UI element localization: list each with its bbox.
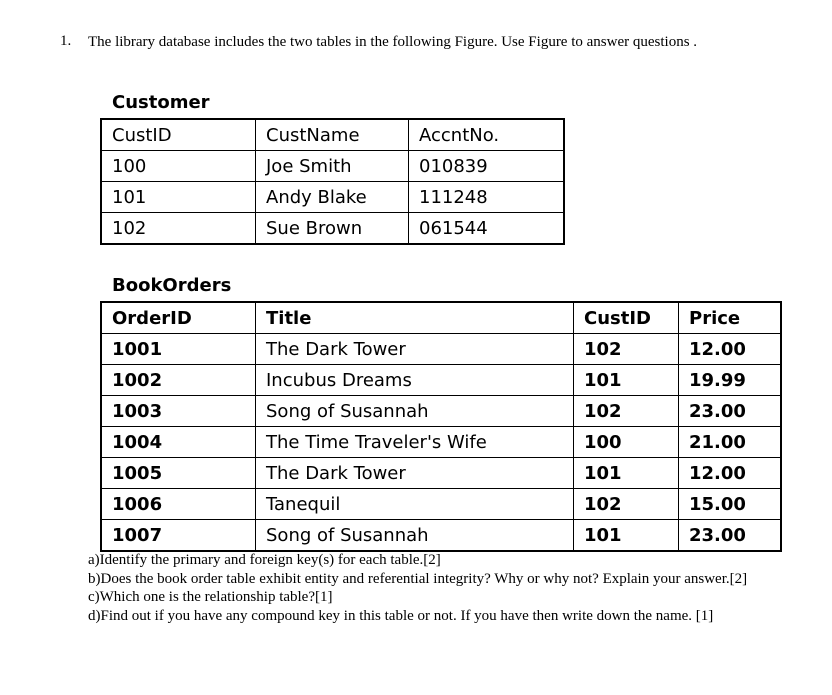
customer-table-caption: Customer [112,92,210,113]
table-row [101,396,781,427]
table-cell: 101 [574,365,679,396]
table-row [101,458,781,489]
table-cell: Tanequil [256,489,574,520]
table-cell: 1005 [101,458,256,489]
table-cell: 15.00 [679,489,782,520]
table-cell: 1004 [101,427,256,458]
bookorders-table [100,301,782,552]
table-row [101,334,781,365]
table-row [101,427,781,458]
table-cell: The Dark Tower [256,334,574,365]
table-header-row [101,119,564,151]
bookorders-table-caption: BookOrders [112,275,232,296]
table-cell: 010839 [409,151,565,182]
header-cell: AccntNo. [409,119,565,151]
table-header-row [101,302,781,334]
header-cell: Price [679,302,782,334]
question-number: 1. [60,33,72,49]
table-row [101,182,564,213]
table-cell: Incubus Dreams [256,365,574,396]
table-cell: 101 [101,182,256,213]
table-cell: 102 [574,489,679,520]
table-cell: The Time Traveler's Wife [256,427,574,458]
table-cell: 100 [574,427,679,458]
sub-question-a: a)Identify the primary and foreign key(s) for each table.[2] [88,552,441,568]
table-row [101,365,781,396]
table-cell: 102 [101,213,256,245]
table-cell: 1001 [101,334,256,365]
table-cell: 061544 [409,213,565,245]
table-cell: 101 [574,520,679,552]
header-cell: OrderID [101,302,256,334]
table-row [101,213,564,245]
table-cell: Joe Smith [256,151,409,182]
table-cell: 1006 [101,489,256,520]
question-text: The library database includes the two tables in the following Figure. Use Figure to answer questions . [88,34,698,50]
table-cell: 1007 [101,520,256,552]
table-cell: 19.99 [679,365,782,396]
table-cell: 102 [574,396,679,427]
table-cell: 1002 [101,365,256,396]
table-cell: Sue Brown [256,213,409,245]
customer-table [100,118,565,245]
sub-question-b: b)Does the book order table exhibit entity and referential integrity? Why or why not? Explain your answer.[2] [88,570,748,587]
table-cell: 100 [101,151,256,182]
header-cell: Title [256,302,574,334]
table-cell: 23.00 [679,520,782,552]
table-cell: 102 [574,334,679,365]
sub-questions [88,551,768,625]
table-cell: Andy Blake [256,182,409,213]
table-cell: 111248 [409,182,565,213]
table-cell: 1003 [101,396,256,427]
table-cell: Song of Susannah [256,520,574,552]
header-cell: CustName [256,119,409,151]
header-cell: CustID [101,119,256,151]
table-cell: 23.00 [679,396,782,427]
table-cell: Song of Susannah [256,396,574,427]
table-row [101,520,781,552]
table-cell: 12.00 [679,334,782,365]
sub-question-d: d)Find out if you have any compound key in this table or not. If you have then write down the name. [1] [88,607,714,624]
header-cell: CustID [574,302,679,334]
table-cell: The Dark Tower [256,458,574,489]
table-cell: 21.00 [679,427,782,458]
table-cell: 101 [574,458,679,489]
table-row [101,489,781,520]
sub-question-c: c)Which one is the relationship table?[1] [88,589,333,605]
table-row [101,151,564,182]
table-cell: 12.00 [679,458,782,489]
